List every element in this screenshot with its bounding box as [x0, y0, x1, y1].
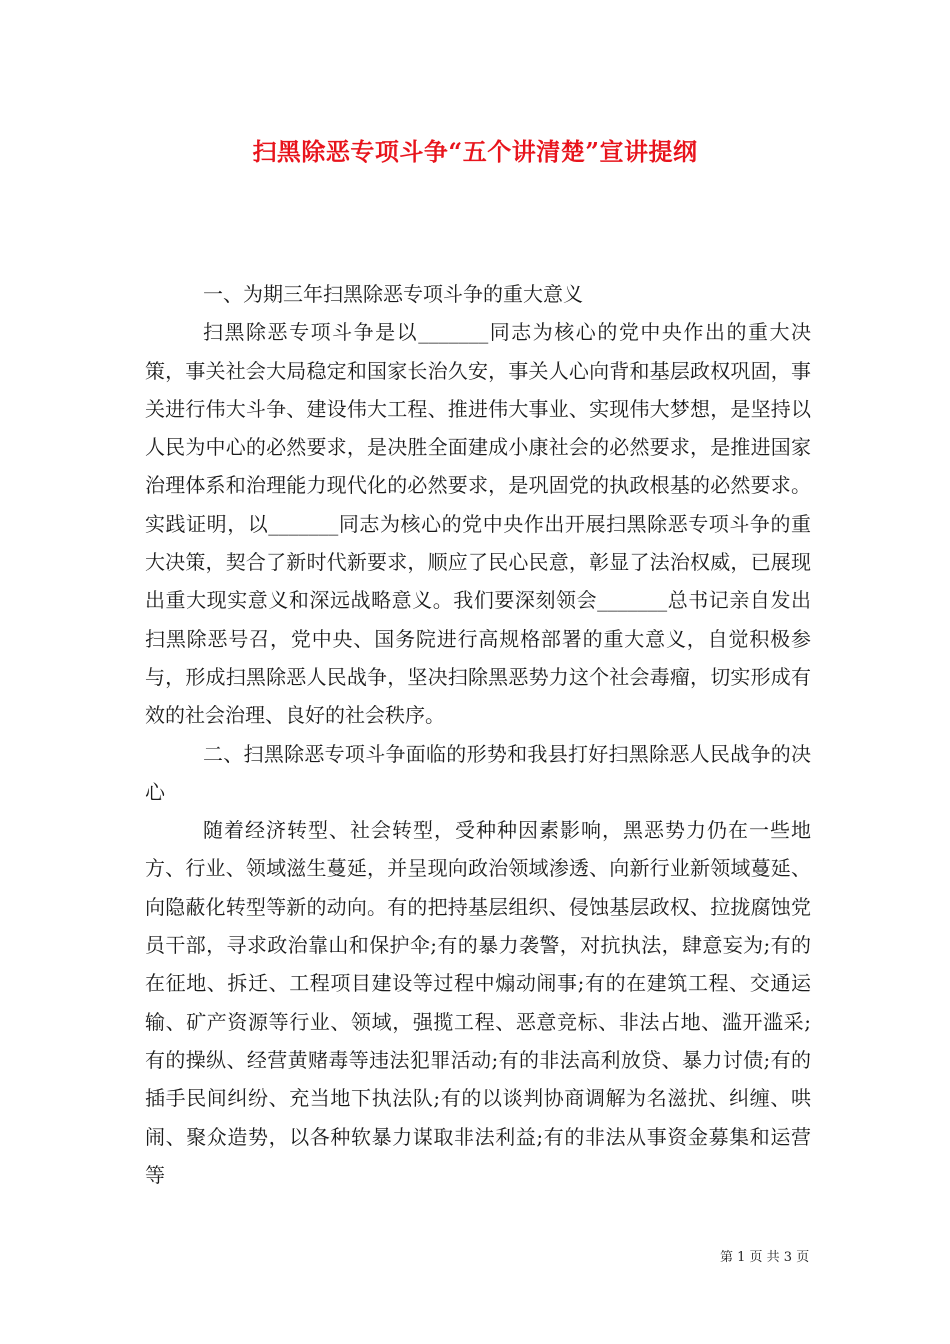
document-title: 扫黑除恶专项斗争“五个讲清楚”宣讲提纲 — [252, 137, 698, 166]
section-heading-1: 一、为期三年扫黑除恶专项斗争的重大意义 — [203, 282, 583, 306]
paragraph-2: 随着经济转型、社会转型，受种种因素影响，黑恶势力仍在一些地方、行业、领域滋生蔓延，并呈现向政治领域渗透、向新行业新领域蔓延、向隐蔽化转型等新的动向。有的把持基层组织、侵蚀基层政权、拉拢腐蚀党员干部，寻求政治靠山和保护伞;有的暴力袭警，对抗执法，肆意妄为;有的在征地、拆迁、工程项目建设等过程中煽动闹事;有的在建筑工程、交通运输、矿产资源等行业、领域，强揽工程、恶意竞标、非法占地、滥开滥采;有的操纵、经营黄赌毒等违法犯罪活动;有的非法高利放贷、暴力讨债;有的插手民间纠纷、充当地下执法队;有的以谈判协商调解为名滋扰、纠缠、哄闹、聚众造势，以各种软暴力谋取非法利益;有的非法从事资金募集和运营等 — [145, 818, 811, 1187]
page-number: 第 1 页 共 3 页 — [720, 1250, 810, 1265]
document-body — [145, 275, 811, 1194]
paragraph-1: 扫黑除恶专项斗争是以_______同志为核心的党中央作出的重大决策，事关社会大局稳定和国家长治久安，事关人心向背和基层政权巩固，事关进行伟大斗争、建设伟大工程、推进伟大事业、实现伟大梦想，是坚持以人民为中心的必然要求，是决胜全面建成小康社会的必然要求，是推进国家治理体系和治理能力现代化的必然要求，是巩固党的执政根基的必然要求。实践证明，以_______同志为核心的党中央作出开展扫黑除恶专项斗争的重大决策，契合了新时代新要求，顺应了民心民意，彰显了法治权威，已展现出重大现实意义和深远战略意义。我们要深刻领会_______总书记亲自发出扫黑除恶号召，党中央、国务院进行高规格部署的重大意义，自觉积极参与，形成扫黑除恶人民战争，坚决扫除黑恶势力这个社会毒瘤，切实形成有效的社会治理、良好的社会秩序。 — [145, 320, 811, 728]
section-heading-2: 二、扫黑除恶专项斗争面临的形势和我县打好扫黑除恶人民战争的决心 — [145, 741, 811, 804]
